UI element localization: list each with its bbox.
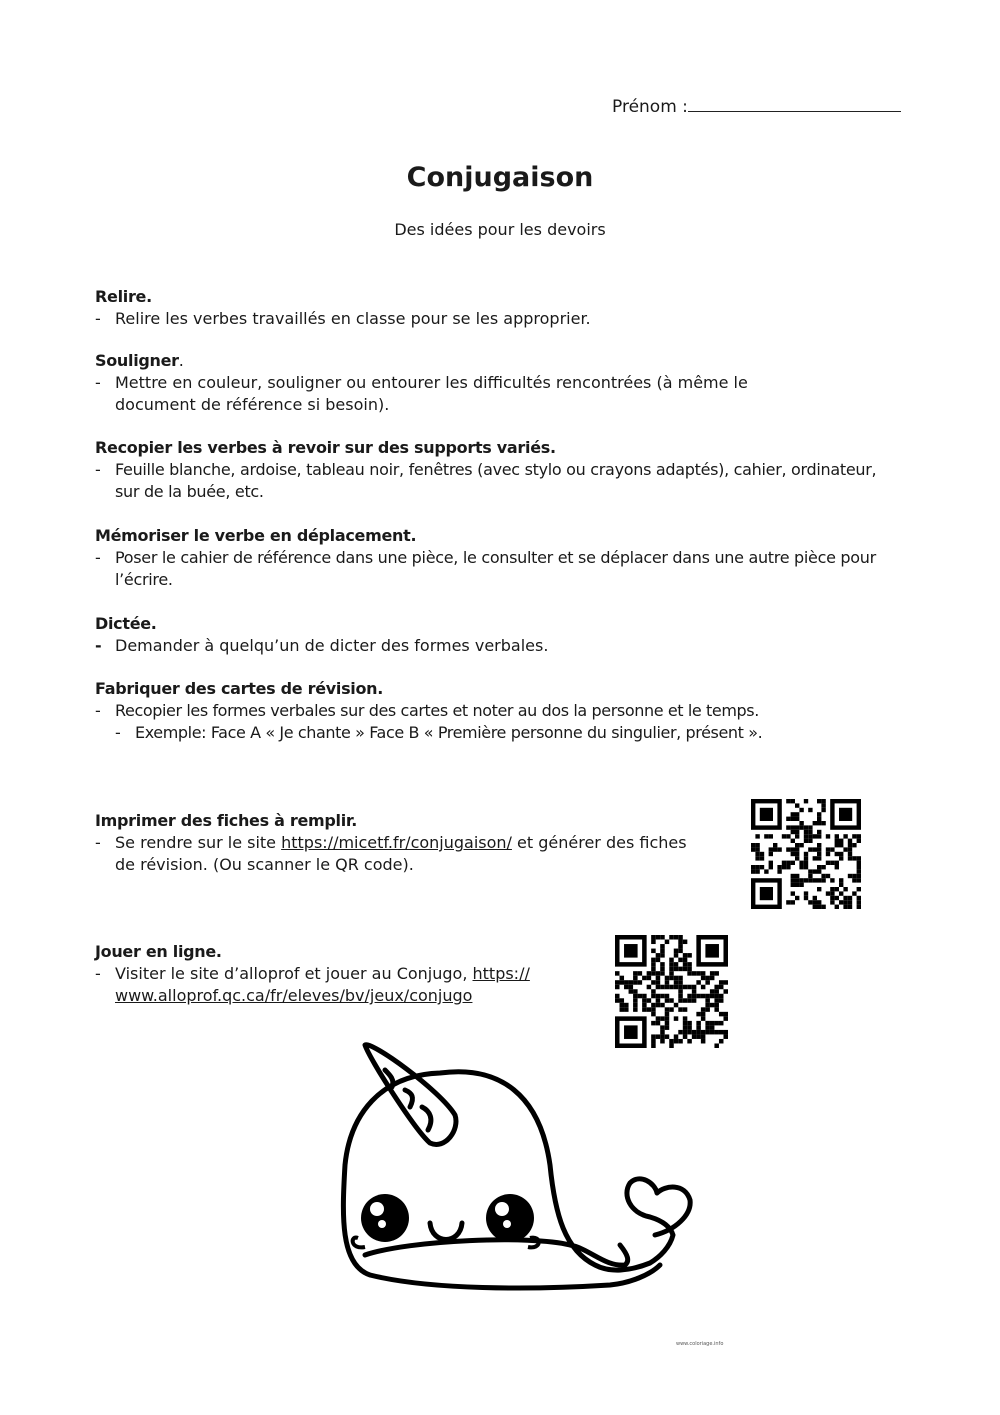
list-item — [95, 372, 825, 416]
narwhal-body — [343, 1072, 690, 1288]
section-imprimer — [95, 810, 700, 876]
qr-code-micetf[interactable] — [750, 799, 862, 909]
prenom-field — [612, 96, 901, 117]
item-text-suffix: et générer des fiches de révision. (Ou scanner le QR code). — [115, 833, 687, 874]
section-heading: Recopier les verbes à revoir sur des supports variés. — [95, 438, 556, 457]
section-cartes — [95, 678, 915, 744]
section-recopier — [95, 437, 905, 503]
list-item — [95, 963, 575, 1007]
section-heading: Dictée. — [95, 614, 157, 633]
list-item — [95, 832, 700, 876]
narwhal-illustration — [330, 1035, 730, 1335]
item-text: Recopier les formes verbales sur des cartes et noter au dos la personne et le temps. — [115, 701, 759, 720]
item-text: Poser le cahier de référence dans une pièce, le consulter et se déplacer dans une autre pièce pour l’écrire. — [115, 548, 876, 589]
dash-bullet: - — [115, 723, 121, 742]
dash-bullet: - — [95, 373, 101, 392]
dash-bullet: - — [95, 309, 101, 328]
section-heading — [95, 350, 825, 372]
dash-bullet: - — [95, 460, 101, 479]
section-heading: Fabriquer des cartes de révision. — [95, 679, 384, 698]
dash-bullet: - — [95, 701, 101, 720]
section-relire — [95, 286, 591, 330]
page-title: Conjugaison — [406, 162, 594, 193]
section-jouer — [95, 941, 575, 1007]
section-heading: Jouer en ligne. — [95, 942, 222, 961]
item-text: Mettre en couleur, souligner ou entourer les difficultés rencontrées (à même le document de référence si besoin). — [115, 373, 748, 414]
dash-bullet: - — [95, 833, 101, 852]
section-heading: Relire. — [95, 287, 152, 306]
item-text: Exemple: Face A « Je chante » Face B « Première personne du singulier, présent ». — [135, 723, 763, 742]
prenom-label: Prénom : — [612, 97, 688, 117]
narwhal-smile — [430, 1223, 462, 1240]
dash-bullet: - — [95, 548, 101, 567]
item-text: Visiter le site d’alloprof et jouer au Conjugo, — [115, 964, 473, 983]
list-item — [95, 635, 548, 657]
section-memoriser — [95, 525, 910, 591]
image-credit: www.coloriage.info — [676, 1341, 724, 1347]
heading-suffix: . — [178, 351, 184, 370]
item-text: Feuille blanche, ardoise, tableau noir, fenêtres (avec stylo ou crayons adaptés), cahier, ordinateur, sur de la buée, etc. — [115, 460, 877, 501]
section-heading: Mémoriser le verbe en déplacement. — [95, 526, 417, 545]
heading-text: Souligner — [95, 351, 179, 370]
section-heading: Imprimer des fiches à remplir. — [95, 811, 357, 830]
alloprof-link[interactable]: https:// www.alloprof.qc.ca/fr/eleves/bv/jeux/conjugo — [115, 964, 530, 1005]
prenom-blank-line — [688, 96, 901, 112]
micetf-link[interactable]: https://micetf.fr/conjugaison/ — [281, 833, 512, 852]
item-text: Demander à quelqu’un de dicter des formes verbales. — [115, 636, 549, 655]
item-text: Se rendre sur le site — [115, 833, 282, 852]
section-dictee — [95, 613, 548, 657]
dash-bullet: - — [95, 636, 102, 655]
list-item — [95, 459, 905, 503]
list-item — [95, 308, 591, 330]
dash-bullet: - — [95, 964, 101, 983]
section-souligner — [95, 350, 825, 416]
list-item — [95, 700, 915, 722]
list-item — [95, 547, 910, 591]
page-subtitle: Des idées pour les devoirs — [394, 220, 606, 239]
qr-code-alloprof[interactable] — [614, 935, 729, 1048]
sub-list-item — [95, 722, 915, 744]
item-text: Relire les verbes travaillés en classe pour se les approprier. — [115, 309, 591, 328]
